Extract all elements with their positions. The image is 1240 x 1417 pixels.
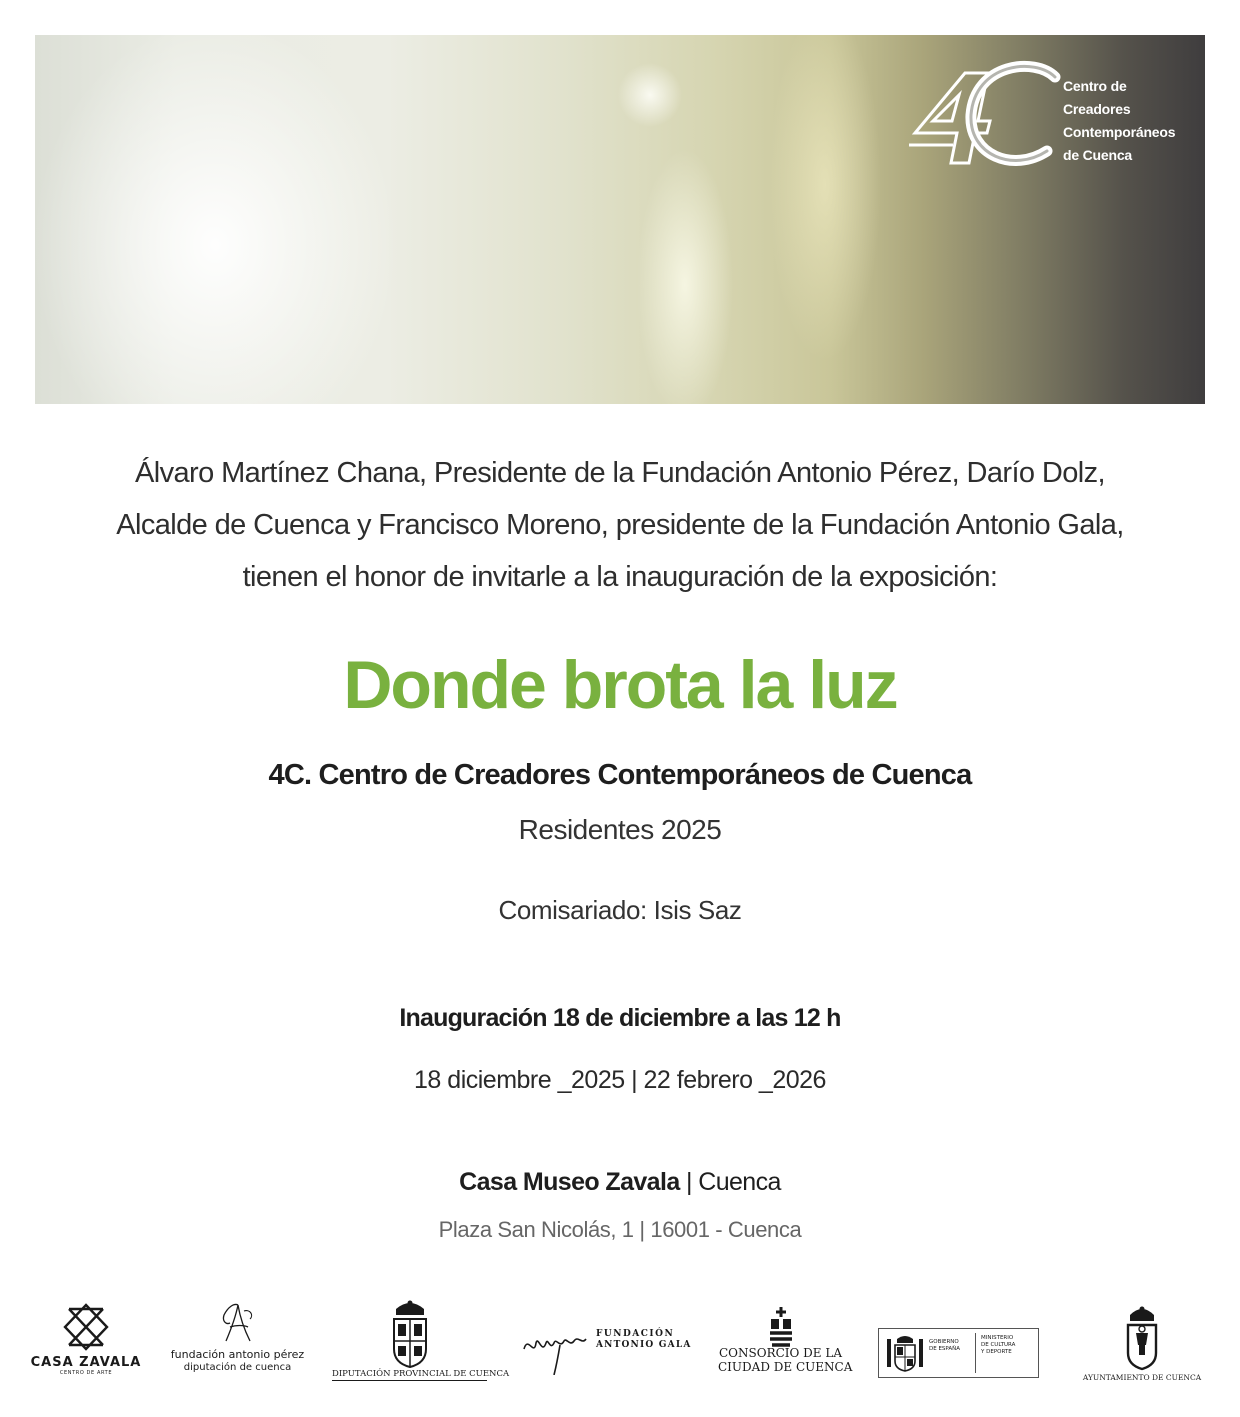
gobierno-right3: Y DEPORTE <box>981 1349 1012 1355</box>
exhibition-dates: 18 diciembre _2025 | 22 febrero _2026 <box>414 1066 826 1094</box>
logo-line: Contemporáneos <box>1063 124 1176 140</box>
diputacion-name: DIPUTACIÓN PROVINCIAL DE CUENCA <box>332 1369 510 1379</box>
4c-logo-text <box>1063 75 1198 167</box>
casa-zavala-logo-icon <box>61 1303 111 1351</box>
fundacion-gala-line2: ANTONIO GALA <box>596 1340 692 1350</box>
venue-separator: | <box>679 1168 699 1196</box>
venue <box>0 1164 1240 1200</box>
intro-line: Álvaro Martínez Chana, Presidente de la Fundación Antonio Pérez, Darío Dolz, <box>135 457 1105 489</box>
fundacion-perez-line1: fundación antonio pérez <box>170 1348 305 1361</box>
casa-zavala-logo <box>30 1303 142 1376</box>
header-banner <box>35 35 1205 404</box>
logo-line: Centro de <box>1063 78 1127 94</box>
fundacion-gala-logo <box>520 1325 690 1385</box>
logo-line: de Cuenca <box>1063 147 1132 163</box>
4c-logo-icon <box>895 55 1065 175</box>
gobierno-left1: GOBIERNO <box>929 1339 959 1345</box>
coat-of-arms-icon <box>390 1299 430 1369</box>
diputacion-logo <box>332 1299 510 1381</box>
fundacion-perez-logo-icon <box>214 1301 262 1345</box>
gobierno-right2: DE CULTURA <box>981 1342 1016 1348</box>
ayuntamiento-arms-icon <box>1124 1305 1160 1371</box>
venue-city: Cuenca <box>698 1168 781 1196</box>
gobierno-left2: DE ESPAÑA <box>929 1346 961 1352</box>
consorcio-logo <box>718 1307 853 1374</box>
residents-label: Residentes 2025 <box>518 814 722 845</box>
ayuntamiento-name: AYUNTAMIENTO DE CUENCA <box>1082 1373 1202 1382</box>
signature-icon <box>520 1325 590 1375</box>
venue-name: Casa Museo Zavala <box>459 1168 680 1196</box>
sponsor-logos <box>0 1295 1240 1395</box>
consorcio-logo-icon <box>766 1307 796 1347</box>
gobierno-logo <box>878 1328 1039 1378</box>
gobierno-divider <box>975 1333 976 1373</box>
gobierno-right1: MINISTERIO <box>981 1335 1014 1341</box>
exhibition-title: Donde brota la luz <box>343 647 897 723</box>
intro-line: Alcalde de Cuenca y Francisco Moreno, presidente de la Fundación Antonio Gala, <box>116 509 1124 541</box>
curator-label: Comisariado: Isis Saz <box>498 895 742 925</box>
logo-line: Creadores <box>1063 101 1131 117</box>
opening-date: Inauguración 18 de diciembre a las 12 h <box>399 1004 841 1032</box>
exhibition-subtitle: 4C. Centro de Creadores Contemporáneos de Cuenca <box>268 759 972 791</box>
intro-line: tienen el honor de invitarle a la inauguración de la exposición: <box>242 561 998 593</box>
fundacion-perez-logo <box>170 1301 305 1374</box>
casa-zavala-sub: CENTRO DE ARTE <box>59 1370 113 1376</box>
casa-zavala-name: CASA ZAVALA <box>30 1355 142 1370</box>
consorcio-line1: CONSORCIO DE LA <box>718 1346 843 1360</box>
spain-arms-icon <box>885 1333 925 1373</box>
consorcio-line2: CIUDAD DE CUENCA <box>718 1360 853 1374</box>
invitation-text <box>0 447 1240 603</box>
ayuntamiento-logo <box>1072 1305 1212 1382</box>
venue-address: Plaza San Nicolás, 1 | 16001 - Cuenca <box>438 1217 802 1242</box>
fundacion-perez-line2: diputación de cuenca <box>183 1362 292 1373</box>
fundacion-gala-line1: FUNDACIÓN <box>596 1329 675 1339</box>
